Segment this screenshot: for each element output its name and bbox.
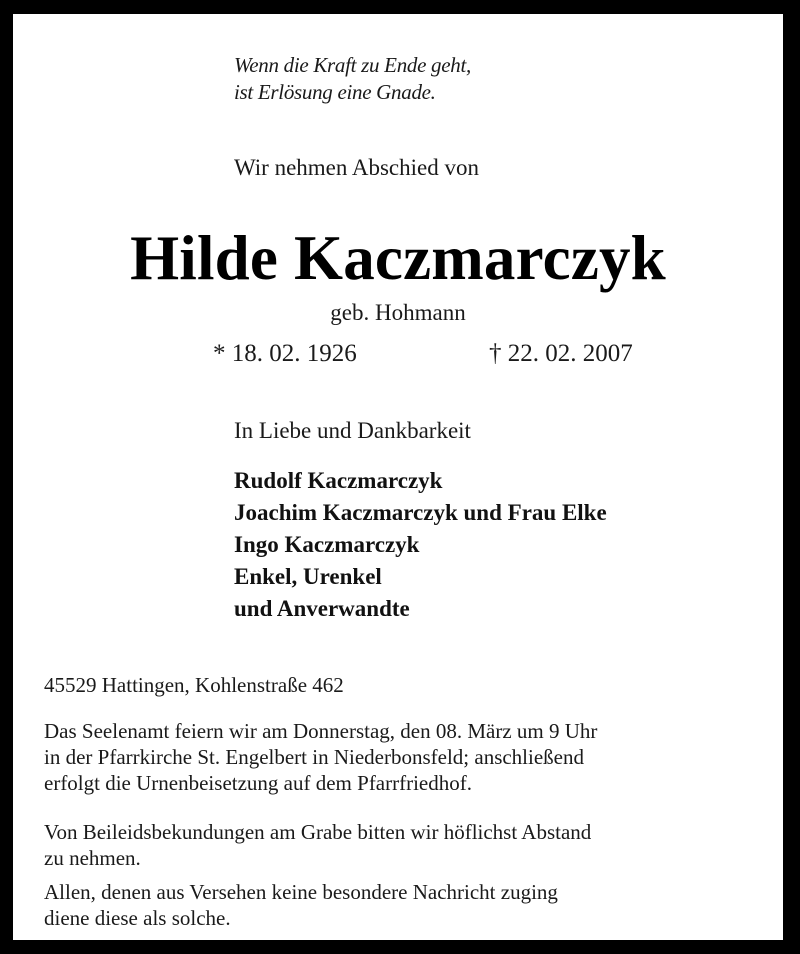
- paragraph-line: Von Beileidsbekundungen am Grabe bitten wir höflichst Abstand: [44, 820, 592, 844]
- intro-text: Wir nehmen Abschied von: [234, 155, 479, 180]
- paragraph-line: diene diese als solche.: [44, 906, 231, 930]
- death-date: † 22. 02. 2007: [489, 340, 633, 367]
- dedication-text: In Liebe und Dankbarkeit: [234, 418, 471, 443]
- notice-paragraph: [44, 879, 558, 931]
- obituary-notice: [13, 14, 783, 940]
- service-paragraph: [44, 718, 597, 796]
- mourner-entry: Enkel, Urenkel: [234, 564, 382, 589]
- mourners-list: [234, 465, 607, 625]
- mourner-entry: Ingo Kaczmarczyk: [234, 532, 420, 557]
- mourner-entry: und Anverwandte: [234, 596, 410, 621]
- motto-quote: [234, 52, 471, 106]
- maiden-name: geb. Hohmann: [330, 300, 466, 325]
- family-address: 45529 Hattingen, Kohlenstraße 462: [44, 673, 344, 697]
- mourner-entry: Joachim Kaczmarczyk und Frau Elke: [234, 500, 607, 525]
- paragraph-line: Das Seelenamt feiern wir am Donnerstag, den 08. März um 9 Uhr: [44, 719, 598, 743]
- paragraph-line: erfolgt die Urnenbeisetzung auf dem Pfarrfriedhof.: [44, 771, 472, 795]
- paragraph-line: zu nehmen.: [44, 846, 141, 870]
- mourner-entry: Rudolf Kaczmarczyk: [234, 468, 443, 493]
- paragraph-line: in der Pfarrkirche St. Engelbert in Niederbonsfeld; anschließend: [44, 745, 584, 769]
- paragraph-line: Allen, denen aus Versehen keine besondere Nachricht zuging: [44, 880, 558, 904]
- condolence-paragraph: [44, 819, 591, 871]
- motto-line: Wenn die Kraft zu Ende geht,: [234, 53, 471, 77]
- deceased-name: Hilde Kaczmarczyk: [130, 223, 666, 293]
- motto-line: ist Erlösung eine Gnade.: [234, 80, 436, 104]
- birth-date: * 18. 02. 1926: [213, 340, 357, 367]
